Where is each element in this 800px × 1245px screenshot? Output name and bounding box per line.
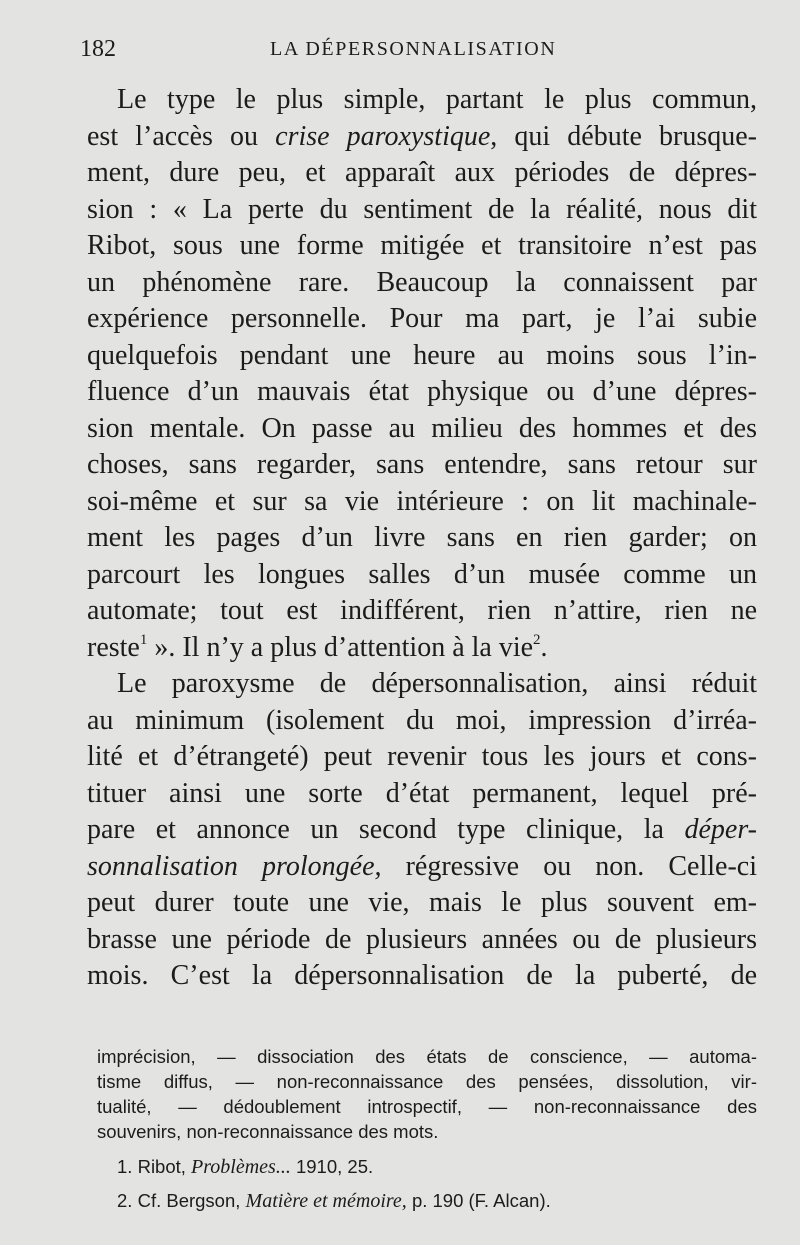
footnote-line: tualité, — dédoublement introspectif, — non-reconnaissance des <box>97 1096 757 1117</box>
footnote-author: Cf. Bergson, <box>137 1190 241 1211</box>
footnote-details: p. 190 (F. Alcan). <box>411 1190 551 1211</box>
text-segment: ». Il n’y a plus d’attention à la vie <box>147 631 534 663</box>
text-segment: , qui débute brusque- <box>490 120 757 152</box>
text-line: mois. C’est la dépersonnalisation de la puberté, de <box>87 960 757 991</box>
text-segment: pare et annonce un second type clinique, la <box>87 814 685 845</box>
text-line: parcourt les longues salles d’un musée comme un <box>87 558 757 590</box>
emphasis-term: déper- <box>684 814 757 845</box>
footnote-ref-1: 1 <box>139 631 148 648</box>
text-line: Le type le plus simple, partant le plus commun, <box>117 84 757 115</box>
text-line: au minimum (isolement du moi, impression d’irréa- <box>87 704 757 736</box>
text-segment: . <box>540 631 548 663</box>
text-line <box>87 630 757 667</box>
text-segment: reste <box>87 631 140 663</box>
text-line: un phénomène rare. Beaucoup la connaissent par <box>87 266 757 298</box>
text-line: soi-même et sur sa vie intérieure : on lit machinale- <box>87 485 757 517</box>
footnote-line: tisme diffus, — non-reconnaissance des pensées, dissolution, vir- <box>97 1071 757 1092</box>
running-title: LA DÉPERSONNALISATION <box>270 38 557 60</box>
text-line: Ribot, sous une forme mitigée et transitoire n’est pas <box>87 230 757 261</box>
footnotes <box>117 1150 717 1218</box>
text-line <box>87 119 757 156</box>
text-line: automate; tout est indifférent, rien n’attire, rien ne <box>87 595 757 626</box>
footnote-1 <box>117 1150 717 1184</box>
text-line: quelquefois pendant une heure au moins sous l’in- <box>87 339 757 371</box>
text-line: sion mentale. On passe au milieu des hommes et des <box>87 412 757 444</box>
text-line: sion : « La perte du sentiment de la réalité, nous dit <box>87 193 757 225</box>
footnote-work: Problèmes... <box>191 1156 291 1178</box>
text-line <box>87 849 757 886</box>
running-head <box>80 30 760 66</box>
text-line: peut durer toute une vie, mais le plus souvent em- <box>87 887 757 918</box>
emphasis-term: sonnalisation prolongée, <box>87 850 382 882</box>
footnote-details: 1910, 25. <box>295 1156 374 1177</box>
text-line: lité et d’étrangeté) peut revenir tous les jours et cons- <box>87 741 757 772</box>
footnote-ref-2: 2 <box>533 631 541 648</box>
text-line: tituer ainsi une sorte d’état permanent, lequel pré- <box>87 777 757 809</box>
text-line: Le paroxysme de dépersonnalisation, ainsi réduit <box>117 668 757 699</box>
text-line: ment les pages d’un livre sans en rien garder; on <box>87 522 757 553</box>
text-line: ment, dure peu, et apparaît aux périodes de dépres- <box>87 157 757 188</box>
footnote-author: Ribot, <box>137 1156 186 1177</box>
text-line: choses, sans regarder, sans entendre, sans retour sur <box>87 449 757 480</box>
text-line: brasse une période de plusieurs années ou de plusieurs <box>87 923 757 955</box>
footnote-continuation <box>97 1044 757 1144</box>
footnote-line: souvenirs, non-reconnaissance des mots. <box>97 1121 439 1142</box>
emphasis-term: crise paroxystique <box>275 120 491 152</box>
text-line <box>87 812 757 849</box>
footnote-line: imprécision, — dissociation des états de conscience, — automa- <box>97 1046 757 1067</box>
text-line: fluence d’un mauvais état physique ou d’une dépres- <box>87 376 757 407</box>
footnote-work: Matière et mémoire, <box>245 1190 407 1212</box>
text-line: expérience personnelle. Pour ma part, je l’ai subie <box>87 303 757 334</box>
text-segment: est l’accès ou <box>87 120 276 152</box>
footnote-marker: 1. <box>117 1156 133 1177</box>
footnote-2 <box>117 1184 717 1218</box>
page-number: 182 <box>80 36 116 62</box>
footnote-marker: 2. <box>117 1190 133 1211</box>
main-text <box>87 82 757 995</box>
text-segment: régressive ou non. Celle-ci <box>381 850 757 882</box>
